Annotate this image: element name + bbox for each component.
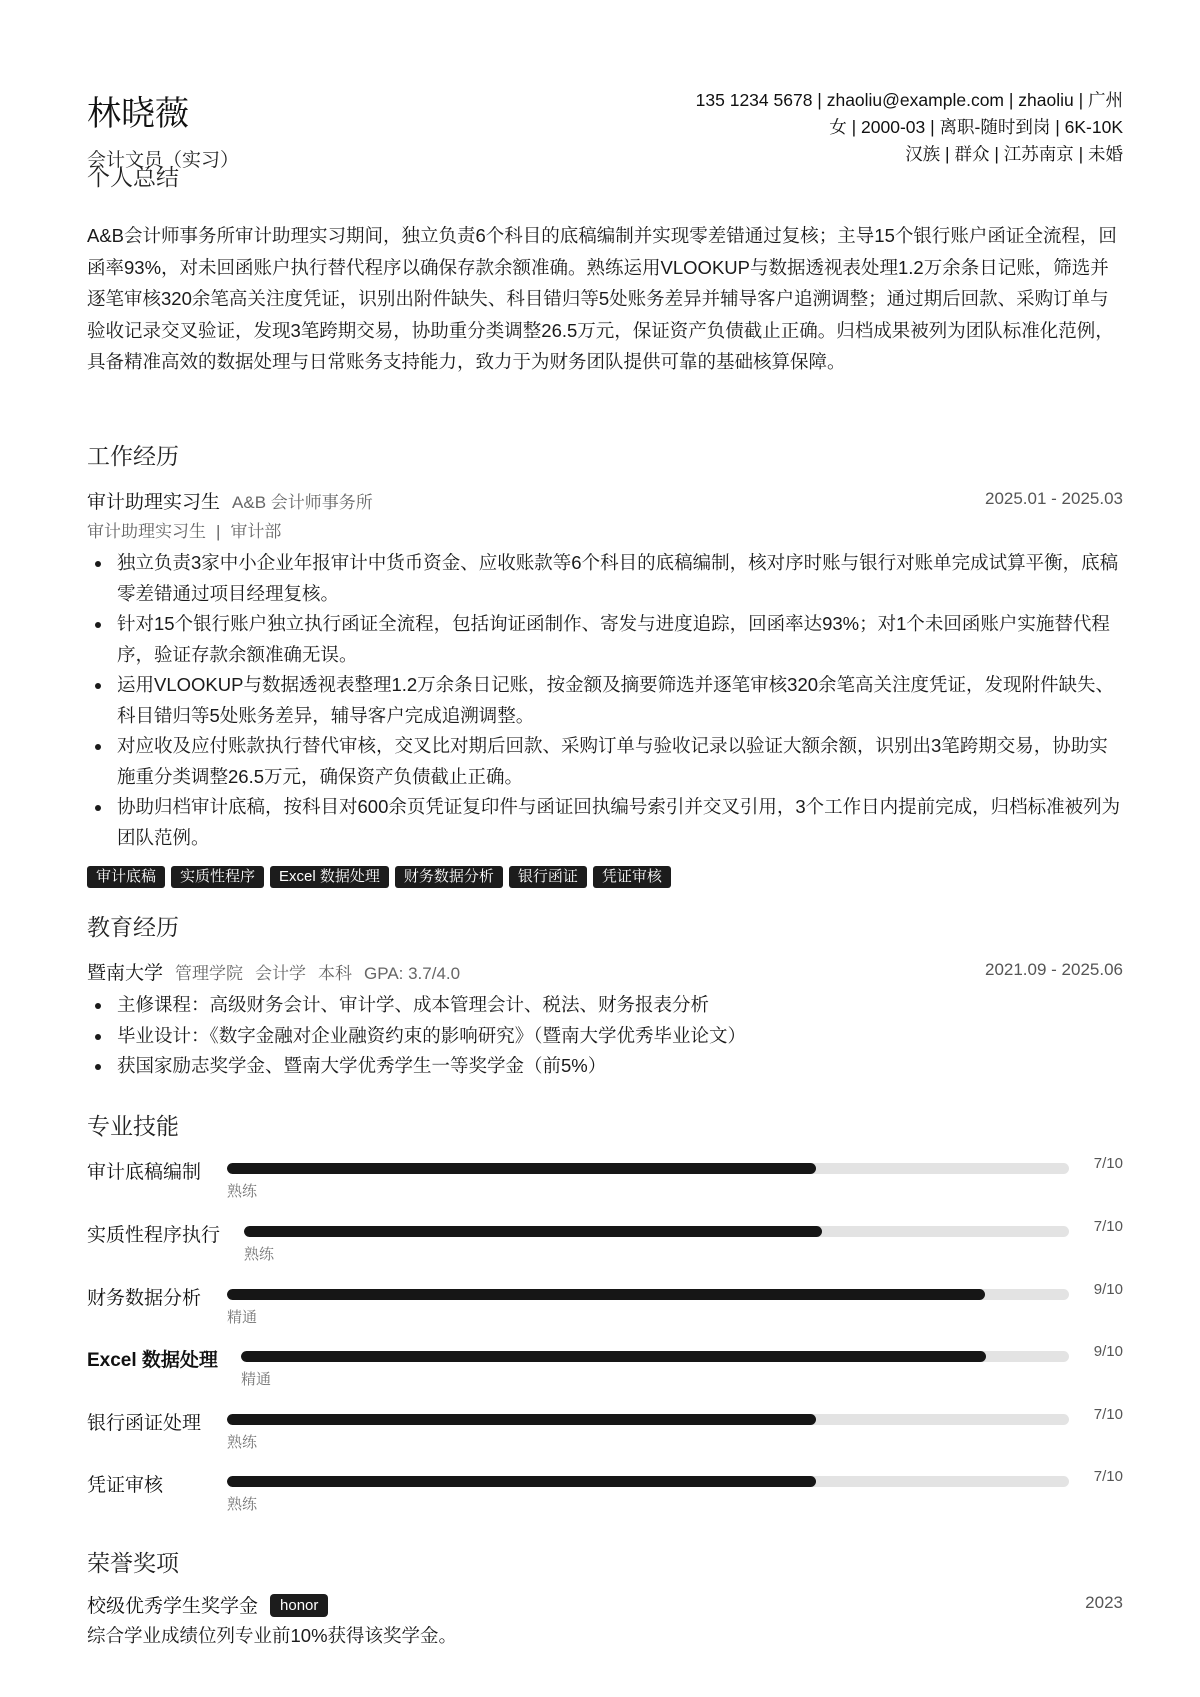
list-item: 毕业设计：《数字金融对企业融资约束的影响研究》（暨南大学优秀毕业论文）: [87, 1021, 1123, 1052]
skill-bar: [241, 1351, 1069, 1362]
skill-bar-fill: [227, 1163, 816, 1174]
skill-bar: [227, 1289, 1069, 1300]
section-title-education: 教育经历: [87, 914, 179, 940]
honor-entry-header: [87, 1591, 1123, 1618]
work-position: 审计助理实习生: [87, 522, 206, 541]
candidate-name: 林晓薇: [87, 95, 189, 133]
contact-line: 女 | 2000-03 | 离职-随时到岗 | 6K-10K: [829, 117, 1123, 137]
honor-badge: honor: [270, 1594, 328, 1617]
education-entry-header: [87, 958, 1123, 985]
skill-name: Excel 数据处理: [87, 1350, 218, 1371]
list-item: 运用VLOOKUP与数据透视表整理1.2万余条日记账，按金额及摘要筛选并逐笔审核320余笔高关注度凭证，发现附件缺失、科目错归等5处账务差异，辅导客户完成追溯调整。: [87, 670, 1123, 731]
gpa: GPA: 3.7/4.0: [364, 964, 461, 983]
skill-tag: 财务数据分析: [395, 866, 503, 888]
section-title-summary: 个人总结: [87, 164, 179, 190]
summary-text: A&B会计师事务所审计助理实习期间，独立负责6个科目的底稿编制并实现零差错通过复核；主导15个银行账户函证全流程，回函率93%，对未回函账户执行替代程序以确保存款余额准确。熟练运用VLOOKUP与数据透视表处理1.2万余条日记账，筛选并逐笔审核320余笔高关注度凭证，识别出附件缺失、科目错归等5处账务差异并辅导客户追溯调整；通过期后回款、采购订单与验收记录交叉验证，发现3笔跨期交易，协助重分类调整26.5万元，保证资产负债截止正确。归档成果被列为团队标准化范例，具备精准高效的数据处理与日常账务支持能力，致力于为财务团队提供可靠的基础核算保障。: [87, 225, 1117, 373]
list-item: 独立负责3家中小企业年报审计中货币资金、应收账款等6个科目的底稿编制，核对序时账与银行对账单完成试算平衡，底稿零差错通过项目经理复核。: [87, 548, 1123, 609]
work-date: 2025.01 - 2025.03: [984, 489, 1123, 508]
skill-level: 熟练: [244, 1246, 275, 1263]
skill-level: 精通: [227, 1309, 258, 1326]
education-bullets: [87, 990, 1123, 1082]
major: 会计学: [255, 964, 307, 983]
college: 管理学院: [175, 964, 244, 983]
skill-bar-fill: [241, 1351, 986, 1362]
school-name: 暨南大学: [87, 963, 164, 984]
degree: 本科: [318, 964, 353, 983]
list-item: 获国家励志奖学金、暨南大学优秀学生一等奖学金（前5%）: [87, 1051, 1123, 1082]
skill-name: 实质性程序执行: [87, 1225, 221, 1246]
honor-year: 2023: [1085, 1593, 1123, 1612]
work-department: 审计部: [230, 522, 282, 541]
skill-bar: [227, 1476, 1069, 1487]
skill-tag: Excel 数据处理: [270, 866, 389, 888]
work-tags: [87, 866, 671, 888]
honor-name: 校级优秀学生奖学金: [87, 1596, 259, 1617]
work-subline: [87, 517, 1123, 542]
section-title-honors: 荣誉奖项: [87, 1550, 179, 1576]
work-entry-header: [87, 487, 1123, 514]
skill-name: 审计底稿编制: [87, 1162, 202, 1183]
list-item: 主修课程：高级财务会计、审计学、成本管理会计、税法、财务报表分析: [87, 990, 1123, 1021]
skill-score: 7/10: [1093, 1406, 1123, 1423]
separator: |: [216, 522, 221, 541]
education-date: 2021.09 - 2025.06: [984, 960, 1123, 979]
section-title-work: 工作经历: [87, 443, 179, 469]
contact-line: 汉族 | 群众 | 江苏南京 | 未婚: [905, 144, 1123, 164]
skill-score: 7/10: [1093, 1468, 1123, 1485]
skill-score: 7/10: [1093, 1155, 1123, 1172]
section-title-skills: 专业技能: [87, 1113, 179, 1139]
work-company: A&B 会计师事务所: [232, 493, 373, 512]
skill-bar: [244, 1226, 1069, 1237]
list-item: 对应收及应付账款执行替代审核，交叉比对期后回款、采购订单与验收记录以验证大额余额，识别出3笔跨期交易，协助实施重分类调整26.5万元，确保资产负债截止正确。: [87, 731, 1123, 792]
skill-tag: 银行函证: [509, 866, 587, 888]
contact-block: [696, 87, 1123, 168]
skill-bar: [227, 1163, 1069, 1174]
list-item: 针对15个银行账户独立执行函证全流程，包括询证函制作、寄发与进度追踪，回函率达93%；对1个未回函账户实施替代程序，验证存款余额准确无误。: [87, 609, 1123, 670]
skill-level: 精通: [241, 1371, 272, 1388]
skill-bar-fill: [227, 1476, 816, 1487]
work-bullets: [87, 548, 1123, 853]
skill-level: 熟练: [227, 1496, 258, 1513]
skill-bar-fill: [227, 1289, 985, 1300]
skill-tag: 实质性程序: [171, 866, 264, 888]
contact-line: 135 1234 5678 | zhaoliu@example.com | zhaoliu | 广州: [695, 90, 1123, 110]
skill-score: 9/10: [1093, 1281, 1123, 1298]
skill-tag: 凭证审核: [593, 866, 671, 888]
skill-bar-fill: [227, 1414, 816, 1425]
job-title: 会计文员（实习）: [87, 150, 240, 171]
honor-description: 综合学业成绩位列专业前10%获得该奖学金。: [87, 1625, 458, 1646]
skill-level: 熟练: [227, 1434, 258, 1451]
skill-bar-fill: [244, 1226, 822, 1237]
work-role: 审计助理实习生: [87, 492, 221, 513]
skill-score: 7/10: [1093, 1218, 1123, 1235]
skill-score: 9/10: [1093, 1343, 1123, 1360]
skill-name: 财务数据分析: [87, 1288, 202, 1309]
list-item: 协助归档审计底稿，按科目对600余页凭证复印件与函证回执编号索引并交叉引用，3个工作日内提前完成，归档标准被列为团队范例。: [87, 792, 1123, 853]
skill-name: 银行函证处理: [87, 1413, 202, 1434]
skill-tag: 审计底稿: [87, 866, 165, 888]
skill-level: 熟练: [227, 1183, 258, 1200]
skill-name: 凭证审核: [87, 1475, 164, 1496]
skill-bar: [227, 1414, 1069, 1425]
